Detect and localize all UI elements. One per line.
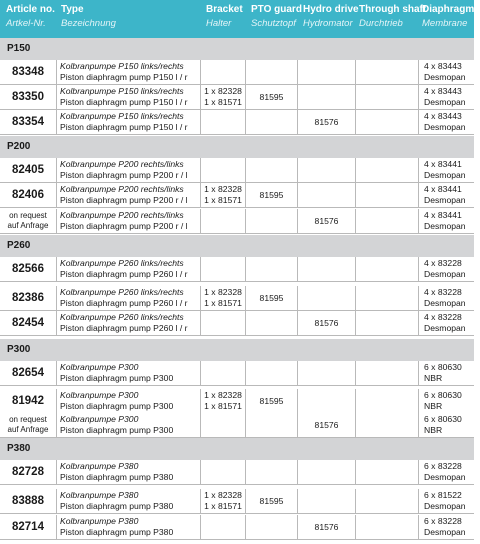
table-row (0, 110, 474, 135)
diaphragm-qty: 4 x 83443 (424, 61, 462, 71)
hydro-cell (297, 85, 355, 109)
col-article (6, 0, 64, 38)
diaphragm-cell (418, 110, 474, 134)
pto-cell (245, 209, 297, 233)
type-cell (56, 209, 200, 233)
diaphragm-cell (418, 60, 474, 84)
article-number: 82714 (12, 521, 44, 533)
col-hydro-en: Hydro drive (303, 4, 359, 15)
pto-cell (245, 311, 297, 335)
table-row (0, 361, 474, 386)
bracket-cell (200, 460, 245, 484)
section-title: P380 (7, 443, 31, 454)
diaphragm-material: Desmopan (424, 221, 466, 231)
hydro-cell: 81576 (297, 311, 355, 335)
through-shaft-cell (355, 361, 418, 385)
through-shaft-cell (355, 209, 418, 233)
article-number: 82406 (12, 189, 44, 201)
type-en: Piston diaphragm pump P300 (60, 425, 174, 435)
col-hydro-de: Hydromator (303, 18, 353, 29)
article-note: auf Anfrage (7, 425, 49, 434)
through-shaft-cell (355, 60, 418, 84)
type-de: Kolbranpumpe P260 links/rechts (60, 312, 184, 322)
type-cell (56, 361, 200, 385)
diaphragm-qty: 6 x 80630 (424, 362, 462, 372)
col-article-en: Article no. (6, 4, 55, 15)
pto-cell (245, 110, 297, 134)
hydro-cell (297, 183, 355, 207)
col-through-shaft (359, 0, 427, 38)
type-cell (56, 413, 200, 437)
table-row (0, 286, 474, 311)
diaphragm-qty: 4 x 83441 (424, 159, 462, 169)
diaphragm-material: NBR (424, 373, 443, 383)
pto-cell: 81595 (245, 286, 297, 310)
col-through-de: Durchtrieb (359, 18, 403, 29)
diaphragm-cell (418, 257, 474, 281)
diaphragm-qty: 4 x 83228 (424, 258, 462, 268)
type-de: Kolbranpumpe P380 (60, 461, 139, 471)
article-note: on request (9, 415, 47, 424)
table-row (0, 389, 474, 414)
type-cell (56, 60, 200, 84)
hydro-cell (297, 60, 355, 84)
hydro-cell (297, 389, 355, 413)
col-pto-en: PTO guard (251, 4, 302, 15)
pto-cell (245, 158, 297, 182)
article-note: on request (9, 211, 47, 220)
section-header (0, 38, 474, 60)
bracket-value: 1 x 82328 (204, 86, 242, 96)
hydro-cell (297, 460, 355, 484)
type-en: Piston diaphragm pump P260 l / r (60, 269, 188, 279)
bracket-value: 1 x 82328 (204, 184, 242, 194)
bracket-value: 1 x 81571 (204, 401, 242, 411)
table-row (0, 60, 474, 85)
article-number: 82405 (12, 164, 44, 176)
bracket-cell (200, 60, 245, 84)
through-shaft-cell (355, 311, 418, 335)
type-de: Kolbranpumpe P150 links/rechts (60, 61, 184, 71)
section-title: P200 (7, 141, 31, 152)
article-number: 82728 (12, 466, 44, 478)
diaphragm-cell (418, 286, 474, 310)
type-cell (56, 183, 200, 207)
table-row (0, 85, 474, 110)
hydro-cell: 81576 (297, 413, 355, 437)
bracket-cell (200, 209, 245, 233)
type-en: Piston diaphragm pump P300 (60, 373, 174, 383)
type-cell (56, 110, 200, 134)
diaphragm-material: Desmopan (424, 122, 466, 132)
table-row (0, 257, 474, 282)
section-header (0, 438, 474, 460)
diaphragm-cell (418, 515, 474, 539)
diaphragm-material: Desmopan (424, 472, 466, 482)
type-en: Piston diaphragm pump P300 (60, 401, 174, 411)
diaphragm-qty: 6 x 83228 (424, 461, 462, 471)
diaphragm-material: Desmopan (424, 323, 466, 333)
through-shaft-cell (355, 460, 418, 484)
diaphragm-material: Desmopan (424, 527, 466, 537)
article-number: 82386 (12, 292, 44, 304)
bracket-cell (200, 413, 245, 437)
col-article-de: Artkel-Nr. (6, 18, 46, 29)
col-pto-guard (251, 0, 302, 38)
type-de: Kolbranpumpe P380 (60, 516, 139, 526)
diaphragm-cell (418, 209, 474, 233)
pto-cell: 81595 (245, 489, 297, 513)
pto-cell: 81595 (245, 85, 297, 109)
article-number: 83350 (12, 91, 44, 103)
through-shaft-cell (355, 389, 418, 413)
diaphragm-cell (418, 158, 474, 182)
type-en: Piston diaphragm pump P150 l / r (60, 97, 188, 107)
col-diaphragm-en: Diaphragms (422, 4, 480, 15)
table-row (0, 489, 474, 514)
type-cell (56, 489, 200, 513)
pto-cell (245, 257, 297, 281)
article-number: 83348 (12, 66, 44, 78)
diaphragm-qty: 4 x 83228 (424, 287, 462, 297)
pto-cell (245, 361, 297, 385)
diaphragm-material: Desmopan (424, 298, 466, 308)
diaphragm-qty: 4 x 83228 (424, 312, 462, 322)
type-en: Piston diaphragm pump P260 l / r (60, 298, 188, 308)
type-cell (56, 460, 200, 484)
bracket-value: 1 x 82328 (204, 490, 242, 500)
table-row (0, 311, 474, 336)
type-en: Piston diaphragm pump P260 l / r (60, 323, 188, 333)
bracket-cell (200, 361, 245, 385)
article-note: auf Anfrage (7, 221, 49, 230)
type-de: Kolbranpumpe P150 links/rechts (60, 111, 184, 121)
article-number (0, 413, 56, 437)
diaphragm-cell (418, 389, 474, 413)
bracket-cell (200, 515, 245, 539)
diaphragm-cell (418, 361, 474, 385)
diaphragm-cell (418, 460, 474, 484)
type-en: Piston diaphragm pump P200 r / l (60, 195, 188, 205)
table-row (0, 413, 474, 438)
section-title: P150 (7, 43, 31, 54)
article-number: 82654 (12, 367, 44, 379)
type-cell (56, 85, 200, 109)
diaphragm-cell (418, 183, 474, 207)
hydro-cell (297, 286, 355, 310)
col-type-de: Bezeichnung (61, 18, 116, 29)
pto-cell (245, 60, 297, 84)
type-de: Kolbranpumpe P380 (60, 490, 139, 500)
hydro-cell: 81576 (297, 209, 355, 233)
diaphragm-qty: 6 x 80630 (424, 390, 462, 400)
diaphragm-qty: 4 x 83443 (424, 111, 462, 121)
bracket-cell (200, 286, 245, 310)
type-cell (56, 389, 200, 413)
through-shaft-cell (355, 257, 418, 281)
type-de: Kolbranpumpe P200 rechts/links (60, 159, 184, 169)
type-en: Piston diaphragm pump P150 l / r (60, 72, 188, 82)
col-diaphragm-de: Membrane (422, 18, 468, 29)
diaphragm-qty: 4 x 83443 (424, 86, 462, 96)
type-en: Piston diaphragm pump P200 r / l (60, 221, 188, 231)
bracket-value: 1 x 81571 (204, 195, 242, 205)
bracket-value: 1 x 81571 (204, 298, 242, 308)
diaphragm-cell (418, 413, 474, 437)
through-shaft-cell (355, 183, 418, 207)
col-through-en: Through shaft (359, 4, 427, 15)
type-en: Piston diaphragm pump P380 (60, 501, 174, 511)
hydro-cell (297, 489, 355, 513)
section-header (0, 136, 474, 158)
through-shaft-cell (355, 286, 418, 310)
diaphragm-material: NBR (424, 401, 443, 411)
through-shaft-cell (355, 515, 418, 539)
through-shaft-cell (355, 110, 418, 134)
bracket-cell (200, 110, 245, 134)
diaphragm-material: Desmopan (424, 97, 466, 107)
col-bracket (206, 0, 246, 38)
type-en: Piston diaphragm pump P200 r / l (60, 170, 188, 180)
article-number: 82566 (12, 263, 44, 275)
type-en: Piston diaphragm pump P380 (60, 472, 174, 482)
hydro-cell (297, 361, 355, 385)
diaphragm-material: Desmopan (424, 269, 466, 279)
through-shaft-cell (355, 489, 418, 513)
table-row (0, 158, 474, 183)
type-en: Piston diaphragm pump P150 l / r (60, 122, 188, 132)
type-cell (56, 286, 200, 310)
type-cell (56, 257, 200, 281)
pto-cell: 81595 (245, 389, 297, 413)
hydro-cell: 81576 (297, 515, 355, 539)
bracket-value: 1 x 82328 (204, 390, 242, 400)
diaphragm-material: Desmopan (424, 501, 466, 511)
diaphragm-qty: 6 x 80630 (424, 414, 462, 424)
diaphragm-cell (418, 311, 474, 335)
article-number: 81942 (12, 395, 44, 407)
type-de: Kolbranpumpe P300 (60, 390, 139, 400)
col-type (61, 0, 201, 38)
article-number: 83888 (12, 495, 44, 507)
section-header (0, 235, 474, 257)
table-row (0, 460, 474, 485)
hydro-cell: 81576 (297, 110, 355, 134)
pto-cell: 81595 (245, 183, 297, 207)
type-de: Kolbranpumpe P200 rechts/links (60, 184, 184, 194)
col-diaphragms (422, 0, 480, 38)
type-de: Kolbranpumpe P150 links/rechts (60, 86, 184, 96)
diaphragm-qty: 6 x 81522 (424, 490, 462, 500)
diaphragm-material: NBR (424, 425, 443, 435)
section-header (0, 339, 474, 361)
col-bracket-en: Bracket (206, 4, 243, 15)
diaphragm-material: Desmopan (424, 72, 466, 82)
type-de: Kolbranpumpe P300 (60, 414, 139, 424)
diaphragm-qty: 4 x 83441 (424, 184, 462, 194)
bracket-cell (200, 257, 245, 281)
diaphragm-qty: 6 x 83228 (424, 516, 462, 526)
table-header (0, 0, 480, 38)
col-bracket-de: Halter (206, 18, 232, 29)
hydro-cell (297, 158, 355, 182)
bracket-cell (200, 311, 245, 335)
diaphragm-material: Desmopan (424, 195, 466, 205)
table-row (0, 209, 474, 234)
table-row (0, 515, 474, 540)
type-de: Kolbranpumpe P260 links/rechts (60, 258, 184, 268)
article-number (0, 209, 56, 233)
pto-cell (245, 515, 297, 539)
bracket-cell (200, 85, 245, 109)
diaphragm-qty: 4 x 83441 (424, 210, 462, 220)
diaphragm-cell (418, 489, 474, 513)
article-number: 83354 (12, 116, 44, 128)
diaphragm-material: Desmopan (424, 170, 466, 180)
type-cell (56, 311, 200, 335)
type-de: Kolbranpumpe P300 (60, 362, 139, 372)
through-shaft-cell (355, 158, 418, 182)
bracket-cell (200, 389, 245, 413)
type-en: Piston diaphragm pump P380 (60, 527, 174, 537)
bracket-cell (200, 183, 245, 207)
through-shaft-cell (355, 85, 418, 109)
bracket-cell (200, 158, 245, 182)
col-hydro-drive (303, 0, 357, 38)
bracket-value: 1 x 81571 (204, 501, 242, 511)
bracket-value: 1 x 81571 (204, 97, 242, 107)
table-row (0, 183, 474, 208)
hydro-cell (297, 257, 355, 281)
type-de: Kolbranpumpe P200 rechts/links (60, 210, 184, 220)
pto-cell (245, 460, 297, 484)
article-number: 82454 (12, 317, 44, 329)
col-pto-de: Schutztopf (251, 18, 296, 29)
type-cell (56, 515, 200, 539)
diaphragm-cell (418, 85, 474, 109)
section-title: P300 (7, 344, 31, 355)
bracket-cell (200, 489, 245, 513)
type-de: Kolbranpumpe P260 links/rechts (60, 287, 184, 297)
through-shaft-cell (355, 413, 418, 437)
pto-cell (245, 413, 297, 437)
col-type-en: Type (61, 4, 84, 15)
type-cell (56, 158, 200, 182)
bracket-value: 1 x 82328 (204, 287, 242, 297)
section-title: P260 (7, 240, 31, 251)
